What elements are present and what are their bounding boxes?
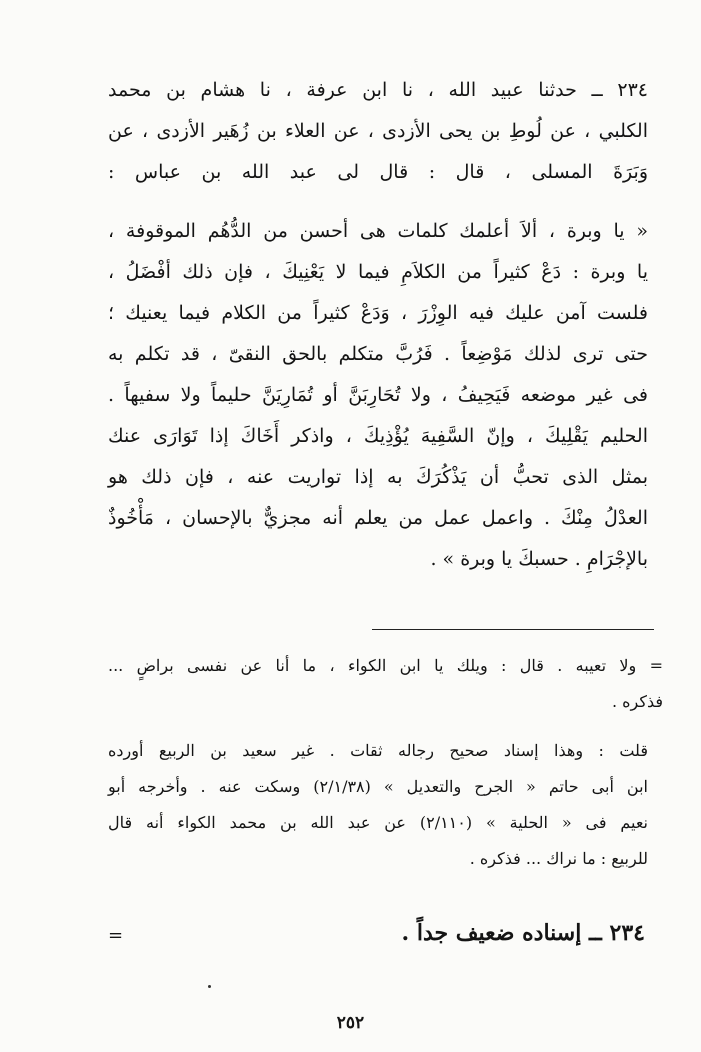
hadith-text	[108, 70, 648, 580]
footnote-heading: ٢٣٤ ــ إسناده ضعيف جداً .	[401, 920, 645, 946]
footnote-continued	[108, 648, 663, 720]
continuation-mark: =	[108, 925, 124, 946]
hadith-line: يا وبرة : دَعْ كثيراً من الكلاَمِ فيما لا يَعْنِيكَ ، فإن ذلك أفْضَلُ ،	[108, 261, 648, 283]
hadith-line: العدْلُ مِنْكَ . واعمل عمل من يعلم أنه مجزيٌّ بالإحسان ، مَأْخُوذٌ	[108, 507, 648, 529]
hadith-line: فى غير موضعه فَيَحِيفُ ، ولا تُحَارِبَنَّ أو تُمَارِيَنَّ حليماً ولا سفيهاً .	[108, 384, 648, 406]
footnote-line: فذكره .	[611, 692, 663, 711]
footnote-line: للربيع : ما نراك ... فذكره .	[469, 849, 648, 868]
hadith-line: بمثل الذى تحبُّ أن يَذْكُرَكَ به إذا تواريت عنه ، فإن ذلك هو	[108, 466, 648, 488]
ink-speck	[208, 985, 211, 988]
footnote-line: قلت : وهذا إسناد صحيح رجاله ثقات . غير سعيد بن الربيع أورده	[108, 741, 648, 760]
hadith-line: فلست آمن عليك فيه الوِزْرَ ، وَدَعْ كثيراً من الكلام فيما يعنيك ؛	[108, 302, 648, 324]
footnote-separator	[372, 629, 654, 630]
hadith-line: وَبَرَةَ المسلى ، قال : قال لى عبد الله بن عباس :	[108, 161, 648, 183]
footnote-line: نعيم فى « الحلية » (٢/١١٠) عن عبد الله بن محمد الكواء أنه قال	[108, 813, 649, 832]
hadith-line: الحليم يَقْلِيكَ ، وإنّ السَّفِيهَ يُؤْذِيكَ ، واذكر أَخَاكَ إذا تَوَارَى عنك	[108, 425, 648, 447]
hadith-line: ٢٣٤ ــ حدثنا عبيد الله ، نا ابن عرفة ، نا هشام بن محمد	[108, 79, 648, 101]
hadith-line: بالإجْرَامِ . حسبكَ يا وبرة » .	[430, 548, 648, 570]
hadith-line: « يا وبرة ، ألاَ أعلمك كلمات هى أحسن من الدُّهُم الموقوفة ،	[108, 220, 648, 242]
footnote-line: ابن أبى حاتم « الجرح والتعديل » (٢/١/٣٨) وسكت عنه . وأخرجه أبو	[108, 777, 648, 796]
page-number: ٢٥٢	[336, 1013, 365, 1033]
hadith-line: الكلبي ، عن لُوطِ بن يحى الأزدى ، عن العلاء بن زُهَير الأزدى ، عن	[108, 120, 648, 142]
footnote-line: = ولا تعيبه . قال : ويلك يا ابن الكواء ، ما أنا عن نفسى براضٍ ...	[108, 656, 663, 675]
hadith-line: حتى ترى لذلك مَوْضِعاً . فَرُبَّ متكلم بالحق النقىّ ، قد تكلم به	[108, 343, 648, 365]
footnote-comment	[108, 733, 648, 877]
